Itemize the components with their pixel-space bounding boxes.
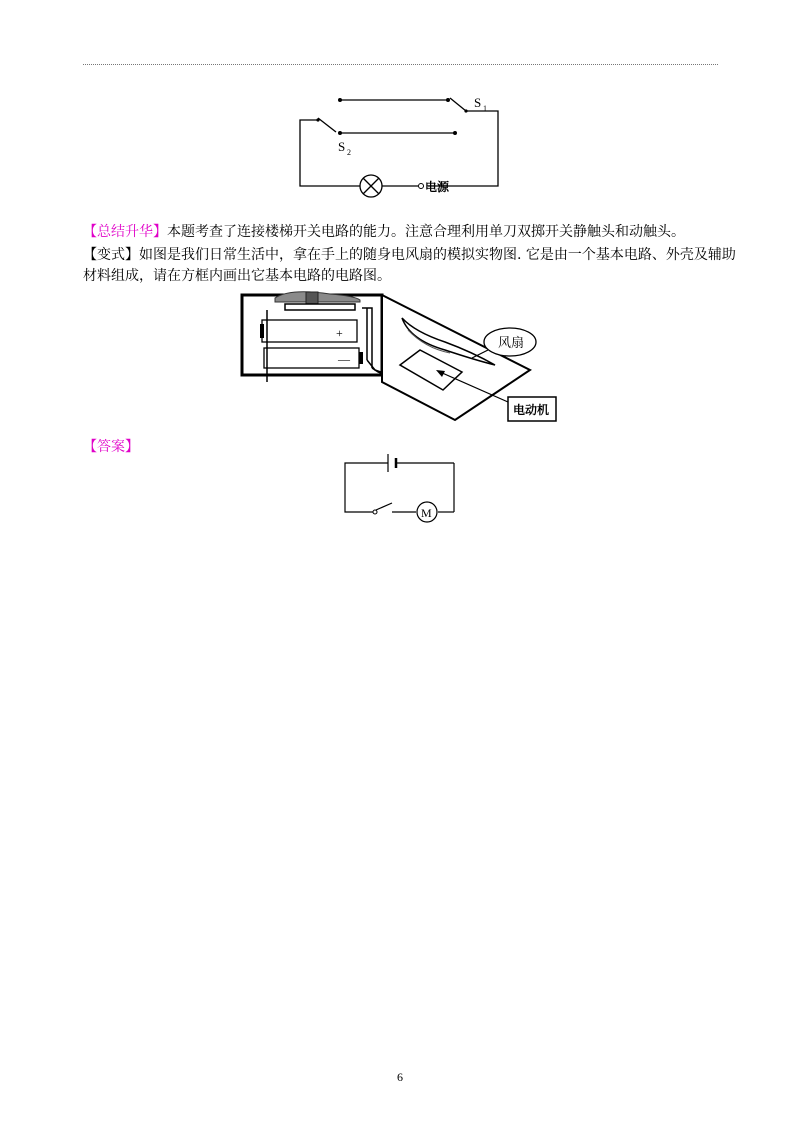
- staircase-circuit-diagram: [290, 90, 520, 200]
- page-number: 6: [397, 1070, 403, 1084]
- summary-paragraph: [83, 222, 685, 243]
- s1-subscript: 1: [483, 104, 487, 113]
- s2-subscript: 2: [347, 148, 351, 157]
- variant-paragraph-line1: [83, 245, 736, 266]
- variant-paragraph-line2: [83, 266, 391, 287]
- battery-minus-label: —: [338, 352, 350, 366]
- s1-switch-blade: [450, 98, 466, 111]
- summary-text: 本题考查了连接楼梯开关电路的能力。注意合理利用单刀双掷开关静触头和动触头。: [167, 224, 685, 240]
- left-wire: [345, 463, 388, 512]
- handheld-fan-figure: [240, 290, 560, 425]
- motor-label: 电动机: [513, 403, 550, 417]
- power-label: 电源: [425, 180, 450, 194]
- s2-label: S: [338, 139, 346, 154]
- answer-circuit-diagram: [340, 452, 460, 524]
- s2-switch-blade: [318, 118, 336, 132]
- answer-line: [83, 437, 139, 458]
- left-wire: [300, 120, 360, 186]
- answer-tag: 【答案】: [83, 439, 139, 455]
- switch-blade: [376, 503, 392, 510]
- motor-symbol: M: [421, 506, 432, 520]
- variant-text-line2: 材料组成，请在方框内画出它基本电路的电路图。: [83, 268, 391, 284]
- right-wire: [428, 111, 498, 186]
- variant-text-line1: 如图是我们日常生活中，拿在手上的随身电风扇的模拟实物图. 它是由一个基本电路、外壳及辅助: [139, 247, 736, 263]
- summary-tag: 【总结升华】: [83, 224, 167, 240]
- variant-tag: 【变式】: [83, 247, 139, 263]
- switch-contact: [285, 304, 355, 310]
- battery-plus-label: +: [336, 326, 343, 340]
- fan-label: 风扇: [498, 336, 525, 351]
- s1-label: S: [474, 95, 482, 110]
- header-rule: [83, 64, 718, 65]
